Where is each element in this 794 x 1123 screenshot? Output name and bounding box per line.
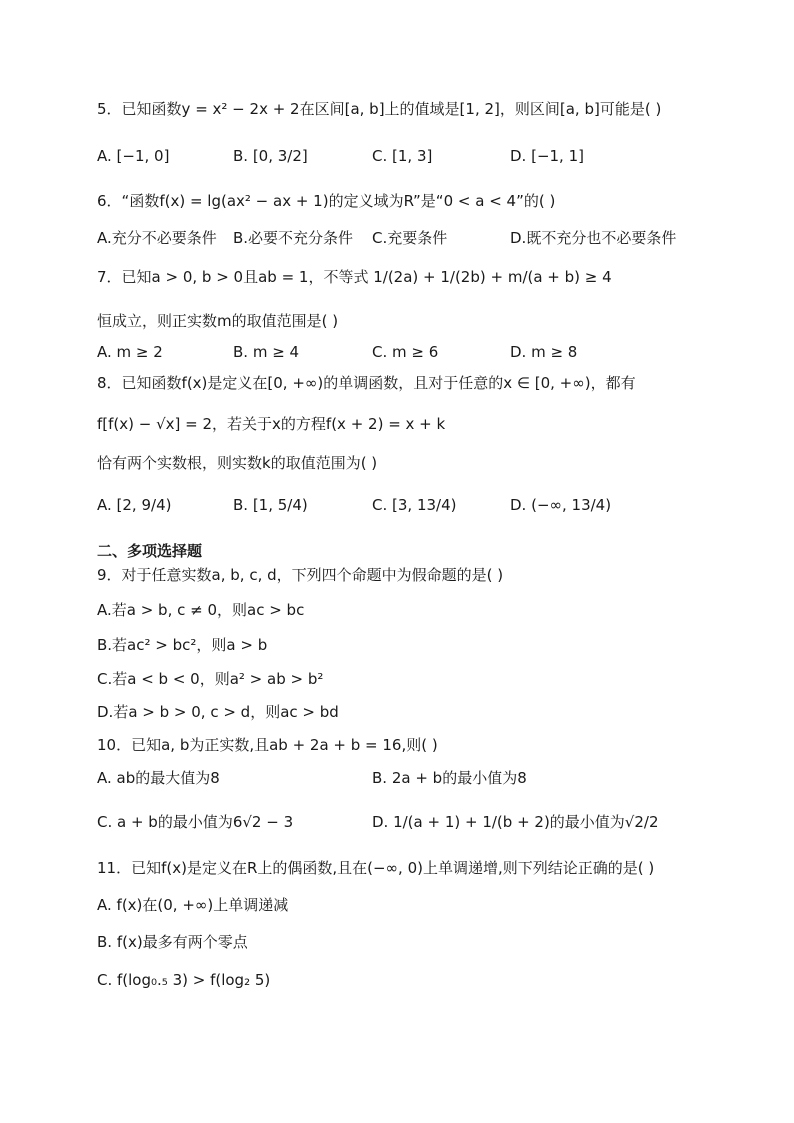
- question-10-stem: 10．已知a, b为正实数,且ab + 2a + b = 16,则( ): [97, 736, 438, 754]
- question-10-option-a: A. ab的最大值为8: [97, 769, 220, 787]
- question-9-option-b: B.若ac² > bc²，则a > b: [97, 636, 268, 654]
- question-9-option-c: C.若a < b < 0，则a² > ab > b²: [97, 670, 324, 688]
- question-7-stem: 7．已知a > 0, b > 0且ab = 1，不等式 1/(2a) + 1/(2b) + m/(a + b) ≥ 4: [97, 268, 612, 286]
- question-8-option-c: C. [3, 13/4): [372, 496, 457, 514]
- question-5-option-d: D. [−1, 1]: [510, 147, 584, 165]
- question-10-option-c: C. a + b的最小值为6√2 − 3: [97, 813, 294, 831]
- question-5-option-b: B. [0, 3/2]: [233, 147, 308, 165]
- question-9-stem: 9．对于任意实数a, b, c, d，下列四个命题中为假命题的是( ): [97, 566, 504, 584]
- question-10-option-b: B. 2a + b的最小值为8: [372, 769, 527, 787]
- question-9-option-d: D.若a > b > 0, c > d，则ac > bd: [97, 703, 339, 721]
- question-5-stem: 5．已知函数y = x² − 2x + 2在区间[a, b]上的值域是[1, 2]，则区间[a, b]可能是( ): [97, 100, 662, 118]
- question-11-stem: 11．已知f(x)是定义在R上的偶函数,且在(−∞, 0)上单调递增,则下列结论正确的是( ): [97, 859, 655, 877]
- question-8-option-d: D. (−∞, 13/4): [510, 496, 612, 514]
- question-5-option-a: A. [−1, 0]: [97, 147, 170, 165]
- question-5-option-c: C. [1, 3]: [372, 147, 433, 165]
- question-8-stem-continued: f[f(x) − √x] = 2，若关于x的方程f(x + 2) = x + k: [97, 415, 446, 433]
- question-11-option-b: B. f(x)最多有两个零点: [97, 933, 248, 951]
- question-6-option-d: D.既不充分也不必要条件: [510, 229, 677, 247]
- question-9-option-a: A.若a > b, c ≠ 0，则ac > bc: [97, 601, 305, 619]
- question-10-option-d: D. 1/(a + 1) + 1/(b + 2)的最小值为√2/2: [372, 813, 659, 831]
- question-7-stem-continued: 恒成立，则正实数m的取值范围是( ): [97, 312, 339, 330]
- section-title: 二、多项选择题: [97, 542, 203, 560]
- question-6-stem: 6．“函数f(x) = lg(ax² − ax + 1)的定义域为R”是“0 < a < 4”的( ): [97, 192, 556, 210]
- question-11-option-c: C. f(log₀.₅ 3) > f(log₂ 5): [97, 971, 271, 989]
- question-6-option-c: C.充要条件: [372, 229, 448, 247]
- question-8-stem: 8．已知函数f(x)是定义在[0, +∞)的单调函数，且对于任意的x ∈ [0, +∞)，都有: [97, 374, 636, 392]
- question-8-option-b: B. [1, 5/4): [233, 496, 308, 514]
- question-11-option-a: A. f(x)在(0, +∞)上单调递减: [97, 896, 289, 914]
- question-8-option-a: A. [2, 9/4): [97, 496, 172, 514]
- question-7-option-b: B. m ≥ 4: [233, 343, 300, 361]
- question-6-option-a: A.充分不必要条件: [97, 229, 217, 247]
- question-7-option-a: A. m ≥ 2: [97, 343, 163, 361]
- question-8-stem-continued-2: 恰有两个实数根，则实数k的取值范围为( ): [97, 454, 378, 472]
- question-7-option-d: D. m ≥ 8: [510, 343, 578, 361]
- question-6-option-b: B.必要不充分条件: [233, 229, 354, 247]
- question-7-option-c: C. m ≥ 6: [372, 343, 439, 361]
